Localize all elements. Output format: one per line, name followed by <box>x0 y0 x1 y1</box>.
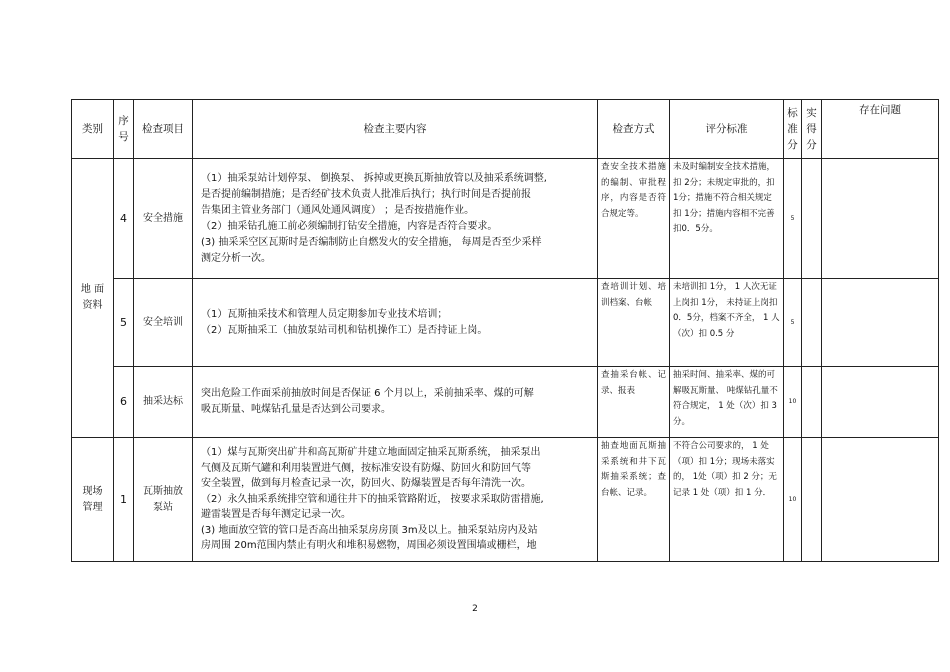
item-cell: 抽采达标 <box>134 367 193 438</box>
method-cell: 查安全技术措施的编制、审批程序，内容是否符合规定等。 <box>598 159 670 279</box>
method-cell: 查培训计划、培训档案、台帐 <box>598 279 670 367</box>
content-cell <box>193 159 598 279</box>
header-standard: 标准分 <box>784 100 802 159</box>
content-line: （1）抽采泵站计划停泵、 倒换泵、 拆掉或更换瓦斯抽放管以及抽采系统调整, <box>201 172 547 184</box>
method-cell: 查抽采台帐、记录、报表 <box>598 367 670 438</box>
content-line: （1）瓦斯抽采技术和管理人员定期参加专业技术培训； <box>201 308 448 320</box>
header-category: 类别 <box>72 100 114 159</box>
content-line: (3) 地面放空管的管口是否高出抽采泵房房顶 3m及以上。抽采泵站房内及站 <box>201 524 538 536</box>
issues-cell <box>822 367 939 438</box>
page-number: 2 <box>472 604 478 614</box>
content-cell <box>193 367 598 438</box>
seq-cell: 5 <box>114 279 134 367</box>
issues-cell <box>822 159 939 279</box>
content-line: （1）煤与瓦斯突出矿井和高瓦斯矿井建立地面固定抽采瓦斯系统， 抽采泵出 <box>201 447 541 459</box>
header-seq: 序号 <box>114 100 134 159</box>
content-cell <box>193 438 598 562</box>
content-line: （2）瓦斯抽采工（抽放泵站司机和钻机操作工）是否持证上岗。 <box>201 324 488 336</box>
standard-score-cell: 5 <box>784 159 802 279</box>
content-line: 安全装置，做到每月检查记录一次，防回火、防爆装置是否每年清洗一次。 <box>201 478 531 490</box>
header-issues: 存在问题 <box>822 100 939 159</box>
criteria-cell: 未及时编制安全技术措施，扣 2分；未规定审批的，扣 1分；措施不符合相关规定扣 1分；措施内容相不完善扣0．5分。 <box>670 159 784 279</box>
criteria-cell: 不符合公司要求的， 1 处（项）扣 1分；现场未落实的， 1处（项）扣 2 分；无记录 1 处（项）扣 1 分． <box>670 438 784 562</box>
content-line: 气侧及瓦斯气罐和利用装置进气侧，按标准安设有防爆、防回火和防回气等 <box>201 462 531 474</box>
issues-cell <box>822 279 939 367</box>
standard-score-cell: 10 <box>784 438 802 562</box>
content-line: 突出危险工作面采前抽放时间是否保证 6 个月以上，采前抽采率、煤的可解 <box>201 388 534 399</box>
inspection-table <box>71 99 939 562</box>
content-line: 告集团主管业务部门（通风处通风调度） ；是否按措施作业。 <box>201 204 475 216</box>
item-cell: 瓦斯抽放泵站 <box>134 438 193 562</box>
actual-score-cell <box>802 438 822 562</box>
actual-score-cell <box>802 159 822 279</box>
criteria-cell: 抽采时间、抽采率、煤的可解吸瓦斯量、 吨煤钻孔量不符合规定， 1 处（次）扣 3分。 <box>670 367 784 438</box>
header-actual: 实得分 <box>802 100 822 159</box>
header-criteria: 评分标准 <box>670 100 784 159</box>
content-line: （2）抽采钻孔施工前必须编制打钻安全措施，内容是否符合要求。 <box>201 220 498 232</box>
item-cell: 安全培训 <box>134 279 193 367</box>
criteria-cell: 未培训扣 1分， 1 人次无证上岗扣 1分， 未持证上岗扣0．5分，档案不齐全， 1 人（次）扣 0.5 分 <box>670 279 784 367</box>
content-line: 测定分析一次。 <box>201 252 271 264</box>
standard-score-cell: 10 <box>784 367 802 438</box>
item-cell: 安全措施 <box>134 159 193 279</box>
content-cell <box>193 279 598 367</box>
content-line: 是否提前编制措施；是否经矿技术负责人批准后执行；执行时间是否提前报 <box>201 188 531 200</box>
content-line: 房周围 20m范围内禁止有明火和堆积易燃物，周围必须设置围墙或栅栏，地 <box>201 540 537 552</box>
method-cell: 抽查地面瓦斯抽采系统和井下瓦斯抽采系统；查台帐、记录。 <box>598 438 670 562</box>
actual-score-cell <box>802 367 822 438</box>
table-row <box>72 438 939 562</box>
content-line: 吸瓦斯量、吨煤钻孔量是否达到公司要求。 <box>201 404 391 415</box>
header-item: 检查项目 <box>134 100 193 159</box>
issues-cell <box>822 438 939 562</box>
content-line: (3) 抽采采空区瓦斯时是否编制防止自燃发火的安全措施， 每周是否至少采样 <box>201 236 542 248</box>
category-cell: 现场 管理 <box>72 438 114 562</box>
seq-cell: 1 <box>114 438 134 562</box>
header-method: 检查方式 <box>598 100 670 159</box>
table-row <box>72 159 939 279</box>
content-line: （2）永久抽采系统排空管和通往井下的抽采管路附近， 按要求采取防雷措施, <box>201 493 544 505</box>
standard-score-cell: 5 <box>784 279 802 367</box>
actual-score-cell <box>802 279 822 367</box>
header-row <box>72 100 939 159</box>
table-row <box>72 367 939 438</box>
category-cell: 地 面 资料 <box>72 159 114 438</box>
seq-cell: 4 <box>114 159 134 279</box>
seq-cell: 6 <box>114 367 134 438</box>
content-line: 避雷装置是否每年测定记录一次。 <box>201 509 351 521</box>
table-row <box>72 279 939 367</box>
header-content: 检查主要内容 <box>193 100 598 159</box>
